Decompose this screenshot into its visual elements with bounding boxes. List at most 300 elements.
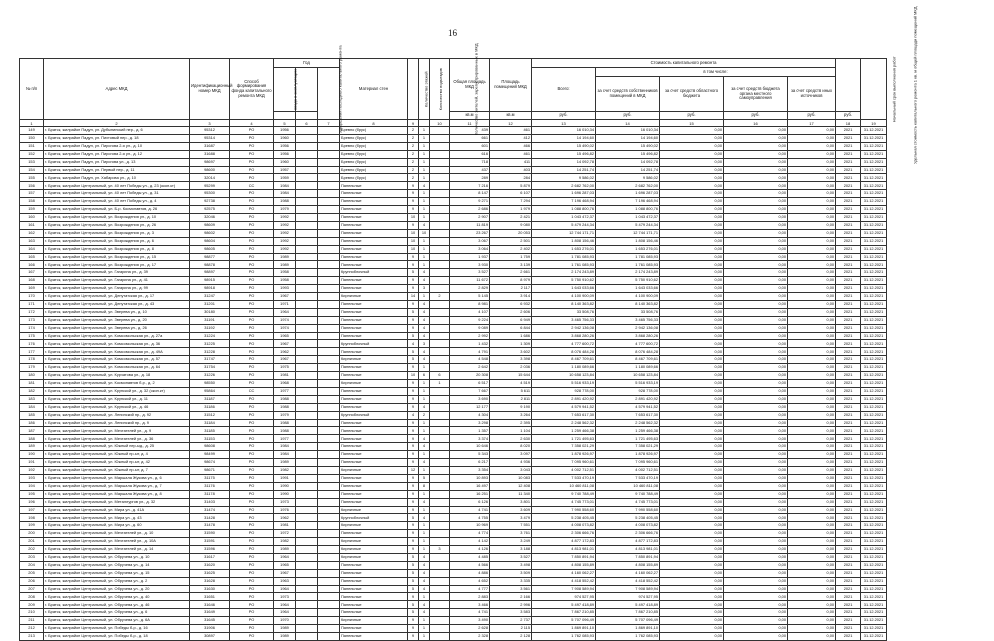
row-area-living: 1 979 <box>490 206 532 214</box>
row-material: Панельные <box>340 403 408 411</box>
row-cost-total: 1 781 085,93 <box>532 253 596 261</box>
row-area-living: 2 402 <box>490 245 532 253</box>
row-entrances: 4 <box>419 300 430 308</box>
row-floors: 14 <box>408 293 419 301</box>
row-cost-local: 0,00 <box>724 356 788 364</box>
table-row <box>20 293 887 301</box>
row-area-living: 7 294 <box>490 198 532 206</box>
row-method: РО <box>230 435 274 443</box>
table-row <box>20 530 887 538</box>
row-material: Панельные <box>340 530 408 538</box>
row-year-last <box>296 514 318 522</box>
row-residents <box>430 213 450 221</box>
row-residents <box>430 530 450 538</box>
row-year-blank <box>318 451 340 459</box>
row-year-start: 2021 <box>836 340 861 348</box>
row-floors: 9 <box>408 435 419 443</box>
row-cost-local: 0,00 <box>724 277 788 285</box>
row-entrances: 1 <box>419 190 430 198</box>
row-cost-total: 4 418 552,42 <box>532 577 596 585</box>
row-year-blank <box>318 190 340 198</box>
row-year-built: 1959 <box>274 174 296 182</box>
header-unit-blank-1 <box>274 112 296 120</box>
row-cost-own: 1 259 466,38 <box>596 427 660 435</box>
row-year-end: 31.12.2021 <box>861 285 887 293</box>
row-year-end: 31.12.2021 <box>861 150 887 158</box>
row-floors: 5 <box>408 601 419 609</box>
row-entrances: 3 <box>419 340 430 348</box>
row-year-blank <box>318 459 340 467</box>
row-cost-own: 10 460 811,08 <box>596 482 660 490</box>
row-entrances: 1 <box>419 546 430 554</box>
row-year-built: 1964 <box>274 308 296 316</box>
header-own: за счет средств собственников помещений в МКД <box>596 77 660 112</box>
row-material: Кирпичные <box>340 380 408 388</box>
row-cost-other: 0,00 <box>788 625 836 633</box>
row-cost-own: 8 076 484,28 <box>596 348 660 356</box>
row-cost-local: 0,00 <box>724 372 788 380</box>
row-address: г. Братск, жилрайон Центральный, ул. Маршала Жукова ул., д. 7 <box>44 482 190 490</box>
row-area-total: 661 <box>450 134 490 142</box>
row-cost-total: 4 745 773,01 <box>532 498 596 506</box>
row-address: г. Братск, жилрайон Центральный, ул. Возрождения ул., д. 15 <box>44 253 190 261</box>
row-cost-total: 7 533 470,19 <box>532 474 596 482</box>
row-residents: 2 <box>430 293 450 301</box>
header-incl: в том числе: <box>596 68 836 77</box>
row-entrances: 1 <box>419 530 430 538</box>
header-unit-regional: руб. <box>660 112 724 120</box>
row-cost-local: 0,00 <box>724 609 788 617</box>
row-method: РО <box>230 150 274 158</box>
row-idnum: 30180 <box>190 308 230 316</box>
row-num: 193 <box>20 474 44 482</box>
row-area-total: 4 485 <box>450 553 490 561</box>
table-row <box>20 380 887 388</box>
row-year-start: 2021 <box>836 530 861 538</box>
row-cost-own: 5 750 910,62 <box>596 277 660 285</box>
table-row <box>20 308 887 316</box>
row-idnum: 31176 <box>190 482 230 490</box>
row-residents <box>430 158 450 166</box>
row-year-end: 31.12.2021 <box>861 134 887 142</box>
row-residents <box>430 348 450 356</box>
row-cost-own: 4 579 941,52 <box>596 403 660 411</box>
row-area-living: 2 166 <box>490 593 532 601</box>
row-material: Бревно (брус) <box>340 158 408 166</box>
row-area-living: 5 879 <box>490 182 532 190</box>
row-cost-regional: 0,00 <box>660 459 724 467</box>
row-year-last <box>296 269 318 277</box>
row-cost-regional: 0,00 <box>660 498 724 506</box>
row-area-total: 4 886 <box>450 569 490 577</box>
row-year-start: 2021 <box>836 443 861 451</box>
row-year-end: 31.12.2021 <box>861 498 887 506</box>
row-cost-other: 0,00 <box>788 538 836 546</box>
row-idnum: 32014 <box>190 174 230 182</box>
row-method: РО <box>230 134 274 142</box>
row-year-start: 2021 <box>836 127 861 135</box>
row-year-blank <box>318 293 340 301</box>
row-num: 196 <box>20 498 44 506</box>
row-cost-regional: 0,00 <box>660 142 724 150</box>
row-year-start: 2021 <box>836 625 861 633</box>
row-year-end: 31.12.2021 <box>861 411 887 419</box>
row-residents <box>430 466 450 474</box>
row-cost-own: 2 248 562,32 <box>596 419 660 427</box>
row-cost-regional: 0,00 <box>660 213 724 221</box>
row-entrances: 1 <box>419 261 430 269</box>
table-row <box>20 593 887 601</box>
row-cost-own: 1 808 156,46 <box>596 237 660 245</box>
row-entrances: 4 <box>419 332 430 340</box>
row-area-total: 4 304 <box>450 411 490 419</box>
row-area-living: 4 519 <box>490 380 532 388</box>
row-address: г. Братск, жилрайон Центральный, ул. Комсомольская ул., д. 57 <box>44 356 190 364</box>
row-cost-local: 0,00 <box>724 522 788 530</box>
row-area-total: 2 907 <box>450 213 490 221</box>
row-year-last <box>296 380 318 388</box>
row-material: Кирпичные <box>340 546 408 554</box>
row-residents <box>430 387 450 395</box>
row-address: г. Братск, жилрайон Центральный, ул. Южный пр-ыт, д. 7 <box>44 466 190 474</box>
row-year-last <box>296 625 318 633</box>
row-idnum: 31403 <box>190 498 230 506</box>
row-num: 172 <box>20 308 44 316</box>
row-cost-total: 4 008 073,82 <box>532 522 596 530</box>
row-cost-local: 0,00 <box>724 482 788 490</box>
row-floors: 9 <box>408 182 419 190</box>
table-row <box>20 609 887 617</box>
row-year-blank <box>318 142 340 150</box>
row-method: РО <box>230 419 274 427</box>
row-num: 159 <box>20 206 44 214</box>
table-row <box>20 158 887 166</box>
row-cost-total: 33 508,76 <box>532 308 596 316</box>
row-residents <box>430 229 450 237</box>
table-row <box>20 617 887 625</box>
table-body <box>20 127 887 641</box>
row-cost-regional: 0,00 <box>660 324 724 332</box>
row-idnum: 31178 <box>190 490 230 498</box>
row-year-blank <box>318 308 340 316</box>
row-idnum: 98604 <box>190 237 230 245</box>
row-cost-own: 5 497 418,89 <box>596 601 660 609</box>
table-row <box>20 142 887 150</box>
row-year-end: 31.12.2021 <box>861 538 887 546</box>
row-year-last <box>296 553 318 561</box>
row-cost-total: 1 088 800,76 <box>532 206 596 214</box>
row-address: г. Братск, жилрайон Центральный, ул. Возрождения ул., д. 8 <box>44 245 190 253</box>
column-number: 15 <box>660 120 724 127</box>
row-year-end: 31.12.2021 <box>861 506 887 514</box>
row-year-blank <box>318 435 340 443</box>
row-residents <box>430 617 450 625</box>
row-year-built: 1992 <box>274 229 296 237</box>
row-year-start: 2021 <box>836 419 861 427</box>
row-idnum: 98697 <box>190 158 230 166</box>
row-year-end: 31.12.2021 <box>861 158 887 166</box>
row-material: Крупноблочный <box>340 269 408 277</box>
row-residents <box>430 332 450 340</box>
row-year-end: 31.12.2021 <box>861 482 887 490</box>
table-row <box>20 585 887 593</box>
row-year-end: 31.12.2021 <box>861 466 887 474</box>
row-method: РО <box>230 593 274 601</box>
row-floors: 2 <box>408 134 419 142</box>
row-year-end: 31.12.2021 <box>861 127 887 135</box>
column-number: 10 <box>430 120 450 127</box>
row-year-start: 2021 <box>836 569 861 577</box>
row-cost-other: 0,00 <box>788 142 836 150</box>
row-floors: 9 <box>408 380 419 388</box>
row-year-blank <box>318 150 340 158</box>
row-idnum: 31175 <box>190 474 230 482</box>
row-material: Панельные <box>340 387 408 395</box>
row-residents <box>430 285 450 293</box>
row-cost-local: 0,00 <box>724 269 788 277</box>
row-year-last <box>296 585 318 593</box>
row-cost-local: 0,00 <box>724 206 788 214</box>
row-cost-local: 0,00 <box>724 435 788 443</box>
row-cost-other: 0,00 <box>788 253 836 261</box>
row-year-blank <box>318 253 340 261</box>
row-cost-total: 4 002 712,51 <box>532 466 596 474</box>
table-row <box>20 190 887 198</box>
row-area-living: 8 020 <box>490 443 532 451</box>
table-row <box>20 514 887 522</box>
row-area-living: 7 551 <box>490 522 532 530</box>
header-local: за счет средств бюджета органа местного самоуправления <box>724 77 788 112</box>
row-year-start: 2021 <box>836 229 861 237</box>
row-year-last <box>296 522 318 530</box>
row-year-last <box>296 577 318 585</box>
row-year-start: 2021 <box>836 609 861 617</box>
row-cost-other: 0,00 <box>788 443 836 451</box>
row-year-start: 2021 <box>836 451 861 459</box>
table-row <box>20 601 887 609</box>
row-material: Панельные <box>340 601 408 609</box>
row-cost-own: 12 744 171,71 <box>596 229 660 237</box>
row-residents <box>430 569 450 577</box>
row-idnum: 31191 <box>190 316 230 324</box>
row-num: 155 <box>20 174 44 182</box>
row-year-last <box>296 372 318 380</box>
row-year-start: 2021 <box>836 198 861 206</box>
row-cost-regional: 0,00 <box>660 482 724 490</box>
row-entrances: 1 <box>419 419 430 427</box>
row-area-total: 7 667 <box>450 387 490 395</box>
header-material: Материал стен <box>340 59 408 120</box>
row-residents <box>430 561 450 569</box>
row-entrances: 4 <box>419 609 430 617</box>
row-cost-regional: 0,00 <box>660 522 724 530</box>
row-num: 171 <box>20 300 44 308</box>
row-num: 149 <box>20 127 44 135</box>
row-cost-other: 0,00 <box>788 498 836 506</box>
row-cost-own: 14 251,74 <box>596 166 660 174</box>
row-year-end: 31.12.2021 <box>861 356 887 364</box>
table-row <box>20 451 887 459</box>
row-area-total: 3 466 <box>450 601 490 609</box>
row-cost-local: 0,00 <box>724 553 788 561</box>
row-material: Панельные <box>340 253 408 261</box>
row-address: г. Братск, жилрайон Центральный, ул. Комсомольская ул., д. 27а <box>44 332 190 340</box>
row-year-start: 2021 <box>836 356 861 364</box>
row-cost-total: 10 658 123,84 <box>532 372 596 380</box>
row-area-living: 8 979 <box>490 277 532 285</box>
row-cost-own: 7 867 210,85 <box>596 609 660 617</box>
row-idnum: 31906 <box>190 625 230 633</box>
row-idnum: 98915 <box>190 277 230 285</box>
row-entrances: 1 <box>419 451 430 459</box>
row-year-last <box>296 490 318 498</box>
row-num: 190 <box>20 451 44 459</box>
table-row <box>20 245 887 253</box>
column-number: 7 <box>318 120 340 127</box>
row-material: Панельные <box>340 419 408 427</box>
row-area-living: 2 128 <box>490 633 532 641</box>
row-area-living: 3 335 <box>490 577 532 585</box>
row-method: РО <box>230 269 274 277</box>
row-entrances: 4 <box>419 277 430 285</box>
row-cost-total: 16 010,34 <box>532 127 596 135</box>
row-num: 187 <box>20 427 44 435</box>
row-cost-local: 0,00 <box>724 158 788 166</box>
table-row <box>20 213 887 221</box>
row-year-blank <box>318 324 340 332</box>
row-year-blank <box>318 395 340 403</box>
row-material: Панельные <box>340 308 408 316</box>
row-cost-own: 7 095 960,61 <box>596 459 660 467</box>
table-row <box>20 546 887 554</box>
row-cost-regional: 0,00 <box>660 546 724 554</box>
row-floors: 5 <box>408 514 419 522</box>
row-year-end: 31.12.2021 <box>861 387 887 395</box>
row-cost-local: 0,00 <box>724 577 788 585</box>
table-row <box>20 459 887 467</box>
row-year-last <box>296 127 318 135</box>
row-num: 212 <box>20 625 44 633</box>
row-year-built: 1988 <box>274 403 296 411</box>
column-number: 6 <box>296 120 318 127</box>
row-entrances: 4 <box>419 577 430 585</box>
row-cost-local: 0,00 <box>724 443 788 451</box>
row-address: г. Братск, жилрайон Центральный, ул. Обручева ул., д. 6 <box>44 609 190 617</box>
row-year-last <box>296 190 318 198</box>
row-year-last <box>296 601 318 609</box>
row-cost-own: 1 088 800,76 <box>596 206 660 214</box>
row-cost-local: 0,00 <box>724 474 788 482</box>
row-year-start: 2021 <box>836 316 861 324</box>
row-material: Панельные <box>340 182 408 190</box>
row-address: г. Братск, жилрайон Центральный, ул. Мира ул., д. 60 <box>44 522 190 530</box>
row-cost-regional: 0,00 <box>660 229 724 237</box>
row-address: г. Братск, жилрайон Центральный, ул. Возрождения ул., д. 6 <box>44 237 190 245</box>
row-cost-regional: 0,00 <box>660 364 724 372</box>
row-address: г. Братск, жилрайон Центральный, ул. Металлургов ул., д. 32 <box>44 498 190 506</box>
row-idnum: 98600 <box>190 166 230 174</box>
row-year-start: 2021 <box>836 372 861 380</box>
row-year-start: 2021 <box>836 593 861 601</box>
row-address: г. Братск, жилрайон Центральный, ул. Крупской ул., д. 46 <box>44 403 190 411</box>
row-material: Панельные <box>340 300 408 308</box>
row-address: г. Братск, жилрайон Центральный, ул. Южный пр-ыт, д. 4 <box>44 451 190 459</box>
row-year-end: 31.12.2021 <box>861 253 887 261</box>
row-material: Бревно (брус) <box>340 174 408 182</box>
column-number: 12 <box>490 120 532 127</box>
row-address: г. Братск, жилрайон Центральный, ул. Мечтателей ул., д. 10А <box>44 538 190 546</box>
row-entrances: 10 <box>419 229 430 237</box>
row-area-living: 2 421 <box>490 213 532 221</box>
column-number <box>419 120 430 127</box>
row-year-last <box>296 158 318 166</box>
row-year-blank <box>318 300 340 308</box>
row-num: 191 <box>20 459 44 467</box>
row-material: Панельные <box>340 332 408 340</box>
row-cost-total: 5 750 910,62 <box>532 277 596 285</box>
row-idnum: 31630 <box>190 585 230 593</box>
row-year-last <box>296 403 318 411</box>
row-method: СС <box>230 387 274 395</box>
row-cost-local: 0,00 <box>724 134 788 142</box>
row-num: 154 <box>20 166 44 174</box>
row-year-blank <box>318 182 340 190</box>
row-year-end: 31.12.2021 <box>861 601 887 609</box>
table-row <box>20 435 887 443</box>
row-year-start: 2021 <box>836 561 861 569</box>
row-residents <box>430 419 450 427</box>
row-material: Кирпичные <box>340 506 408 514</box>
table-row <box>20 340 887 348</box>
row-residents <box>430 395 450 403</box>
row-num: 188 <box>20 435 44 443</box>
row-cost-other: 0,00 <box>788 174 836 182</box>
row-idnum: 95299 <box>190 182 230 190</box>
row-cost-local: 0,00 <box>724 261 788 269</box>
row-entrances: 1 <box>419 364 430 372</box>
row-year-end: 31.12.2021 <box>861 308 887 316</box>
row-year-blank <box>318 577 340 585</box>
row-cost-own: 3 465 756,33 <box>596 316 660 324</box>
row-floors: 10 <box>408 213 419 221</box>
row-area-total: 16 497 <box>450 482 490 490</box>
row-cost-other: 0,00 <box>788 553 836 561</box>
row-cost-own: 8 140 363,82 <box>596 300 660 308</box>
row-year-end: 31.12.2021 <box>861 530 887 538</box>
row-entrances: 1 <box>419 506 430 514</box>
row-num: 189 <box>20 443 44 451</box>
row-address: г. Братск, жилрайон Центральный, ул. Комсомольская ул., д. 49А <box>44 348 190 356</box>
row-cost-regional: 0,00 <box>660 514 724 522</box>
row-cost-other: 0,00 <box>788 577 836 585</box>
row-residents <box>430 300 450 308</box>
row-cost-local: 0,00 <box>724 182 788 190</box>
row-year-last <box>296 617 318 625</box>
row-cost-own: 5 479 244,34 <box>596 221 660 229</box>
row-entrances: 4 <box>419 459 430 467</box>
row-floors: 9 <box>408 427 419 435</box>
column-number: 9 <box>408 120 419 127</box>
row-year-start: 2021 <box>836 482 861 490</box>
row-year-last <box>296 427 318 435</box>
row-area-total: 5 145 <box>450 293 490 301</box>
row-address: г. Братск, жилрайон Центральный, ул. Мира ул., д. 41А <box>44 506 190 514</box>
row-year-built: 1957 <box>274 166 296 174</box>
row-method: РО <box>230 372 274 380</box>
row-year-built: 1984 <box>274 451 296 459</box>
capital-repair-table-container <box>19 6 918 641</box>
row-cost-other: 0,00 <box>788 356 836 364</box>
